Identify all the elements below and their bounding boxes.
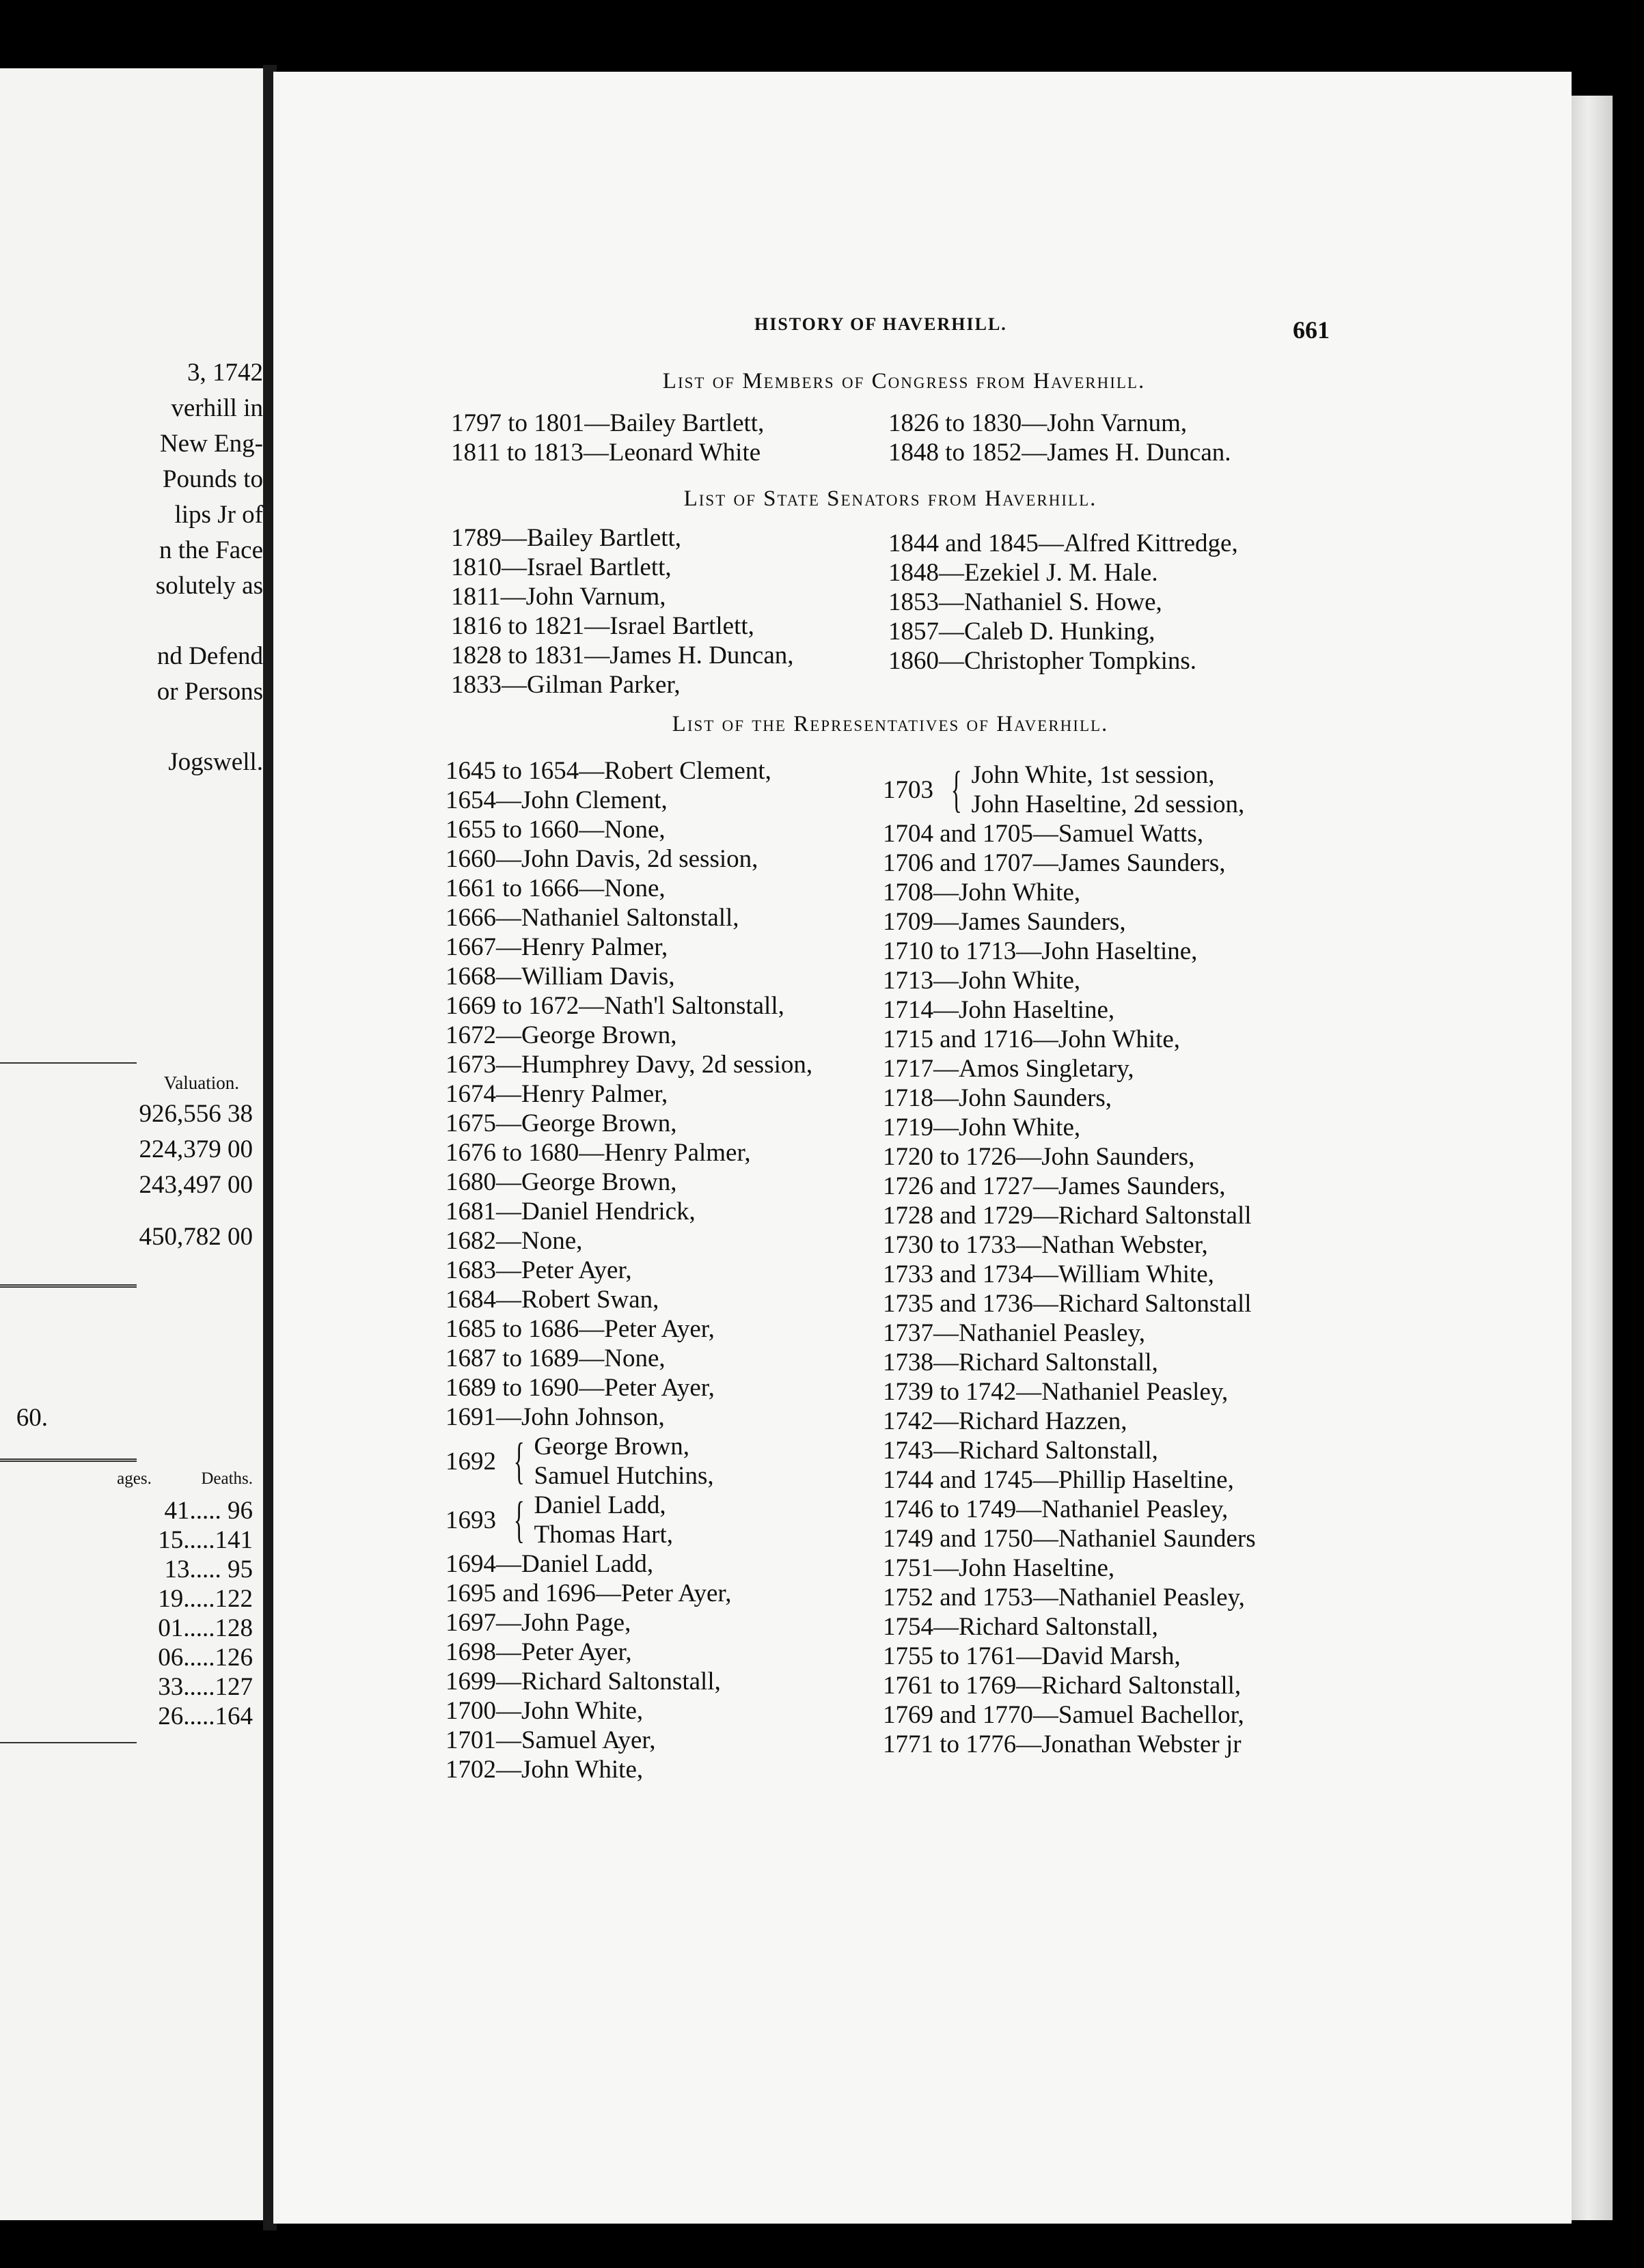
valuation-value: 926,556 38	[139, 1100, 253, 1128]
list-item: 1853—Nathaniel S. Howe,	[888, 588, 1162, 616]
left-text-line: verhill in	[171, 394, 263, 422]
list-item: 1816 to 1821—Israel Bartlett,	[451, 612, 754, 640]
list-item: 1810—Israel Bartlett,	[451, 553, 672, 581]
list-item: 1710 to 1713—John Haseltine,	[883, 937, 1198, 965]
valuation-list	[139, 1096, 254, 1203]
divider	[0, 1284, 137, 1288]
list-item: 1730 to 1733—Nathan Webster,	[883, 1231, 1208, 1259]
left-text-line: Jogswell.	[168, 748, 263, 776]
list-item: 1848—Ezekiel J. M. Hale.	[888, 559, 1158, 587]
list-item: 1811—John Varnum,	[451, 583, 666, 611]
table-row: 33.....127	[158, 1673, 253, 1701]
list-item: 1719—John White,	[883, 1114, 1081, 1142]
list-item: 1699—Richard Saltonstall,	[446, 1668, 721, 1696]
list-item: 1713—John White,	[883, 967, 1081, 995]
list-item: Daniel Ladd,	[534, 1491, 666, 1519]
divider	[0, 1742, 137, 1743]
table-row: 41..... 96	[164, 1497, 253, 1525]
list-item: 1857—Caleb D. Hunking,	[888, 618, 1155, 646]
left-text-line: n the Face	[159, 536, 263, 564]
list-item: Thomas Hart,	[534, 1521, 673, 1549]
left-text-block	[157, 639, 263, 710]
list-item: 1755 to 1761—David Marsh,	[883, 1642, 1181, 1670]
valuation-value: 243,497 00	[139, 1171, 253, 1199]
table-row: 15.....141	[158, 1526, 253, 1554]
table-header	[117, 1465, 253, 1493]
table-row: 06.....126	[158, 1644, 253, 1672]
list-item: 1655 to 1660—None,	[446, 816, 666, 844]
list-item: 1769 and 1770—Samuel Bachellor,	[883, 1701, 1244, 1729]
left-text-line: nd Defend	[156, 642, 263, 670]
left-text-line: lips Jr of	[174, 501, 263, 529]
valuation-value: 224,379 00	[139, 1135, 253, 1163]
list-item: 1682—None,	[446, 1227, 583, 1255]
list-item: 1700—John White,	[446, 1697, 644, 1725]
left-text-line: or Persons	[156, 678, 263, 706]
list-item: 1848 to 1852—James H. Duncan.	[888, 439, 1231, 467]
table-row: 13..... 95	[164, 1555, 253, 1584]
congress-left-column	[451, 409, 764, 467]
congress-heading: List of Members of Congress from Haverhill.	[662, 369, 1146, 393]
list-item: 1689 to 1690—Peter Ayer,	[446, 1374, 715, 1402]
list-item: 1833—Gilman Parker,	[451, 671, 681, 699]
list-item: 1681—Daniel Hendrick,	[446, 1198, 696, 1226]
divider	[0, 1458, 137, 1462]
list-item: 1826 to 1830—John Varnum,	[888, 409, 1188, 437]
list-item: 1749 and 1750—Nathaniel Saunders	[883, 1525, 1256, 1553]
col-header-ages: ages.	[117, 1469, 152, 1488]
list-item: 1673—Humphrey Davy, 2d session,	[446, 1051, 813, 1079]
page-number: 661	[1293, 316, 1330, 344]
list-item: 1709—James Saunders,	[883, 908, 1126, 936]
list-item: 1728 and 1729—Richard Saltonstall	[883, 1202, 1252, 1230]
senators-left-column	[451, 523, 794, 700]
table-row: 01.....128	[158, 1614, 253, 1642]
list-item: 1720 to 1726—John Saunders,	[883, 1143, 1195, 1171]
list-item: 1685 to 1686—Peter Ayer,	[446, 1315, 715, 1343]
list-item: 1674—Henry Palmer,	[446, 1080, 668, 1108]
list-item: 1684—Robert Swan,	[446, 1286, 659, 1314]
list-item: 1744 and 1745—Phillip Haseltine,	[883, 1466, 1234, 1494]
entry-1692: 1692 { George Brown, Samuel Hutchins,	[446, 1433, 714, 1490]
list-item: 1752 and 1753—Nathaniel Peasley,	[883, 1584, 1245, 1612]
divider	[0, 1062, 137, 1064]
list-item: 1860—Christopher Tompkins.	[888, 647, 1197, 675]
list-item: 1797 to 1801—Bailey Bartlett,	[451, 409, 765, 437]
list-item: 1691—John Johnson,	[446, 1403, 665, 1431]
list-item: 1706 and 1707—James Saunders,	[883, 849, 1226, 877]
table-row: 26.....164	[158, 1702, 253, 1730]
list-item: 1743—Richard Saltonstall,	[883, 1437, 1158, 1465]
list-item: 1789—Bailey Bartlett,	[451, 524, 682, 552]
valuation-header: Valuation.	[163, 1073, 239, 1093]
representatives-left-column	[446, 756, 812, 1784]
list-item: 1771 to 1776—Jonathan Webster jr	[883, 1730, 1242, 1758]
list-item: 1645 to 1654—Robert Clement,	[446, 757, 771, 785]
list-item: 1683—Peter Ayer,	[446, 1256, 632, 1284]
list-item: Samuel Hutchins,	[534, 1462, 714, 1490]
list-item: 1672—George Brown,	[446, 1021, 677, 1049]
list-item: 1667—Henry Palmer,	[446, 933, 668, 961]
list-item: 1698—Peter Ayer,	[446, 1638, 632, 1666]
list-item: 1742—Richard Hazzen,	[883, 1407, 1127, 1435]
list-item: 1660—John Davis, 2d session,	[446, 845, 758, 873]
left-text-line: Pounds to	[162, 465, 263, 493]
list-item: 1718—John Saunders,	[883, 1084, 1112, 1112]
list-item: 1733 and 1734—William White,	[883, 1260, 1214, 1288]
list-item: 1717—Amos Singletary,	[883, 1055, 1134, 1083]
list-item: 1666—Nathaniel Saltonstall,	[446, 904, 739, 932]
list-item: 1754—Richard Saltonstall,	[883, 1613, 1158, 1641]
list-item: 1735 and 1736—Richard Saltonstall	[883, 1290, 1252, 1318]
list-item: 1714—John Haseltine,	[883, 996, 1115, 1024]
senators-right-column	[888, 529, 1238, 676]
list-item: 1737—Nathaniel Peasley,	[883, 1319, 1145, 1347]
valuation-total: 450,782 00	[139, 1223, 253, 1251]
left-text-line: 3, 1742	[187, 359, 263, 387]
list-item: John Haseltine, 2d session,	[971, 790, 1245, 818]
left-text-line: solutely as	[155, 572, 263, 600]
list-item: 1676 to 1680—Henry Palmer,	[446, 1139, 751, 1167]
list-item: 1726 and 1727—James Saunders,	[883, 1172, 1226, 1200]
deaths-table	[158, 1496, 253, 1731]
list-item: 1654—John Clement,	[446, 786, 668, 814]
page-edge	[1572, 96, 1613, 2220]
left-year-line: 60.	[16, 1404, 48, 1432]
entry-1703: 1703 { John White, 1st session, John Haseltine, 2d session,	[883, 761, 1245, 818]
list-item: 1701—Samuel Ayer,	[446, 1726, 656, 1754]
list-item: 1661 to 1666—None,	[446, 874, 666, 902]
congress-right-column	[888, 409, 1231, 467]
list-item: 1844 and 1845—Alfred Kittredge,	[888, 529, 1238, 557]
list-item: 1751—John Haseltine,	[883, 1554, 1115, 1582]
list-item: 1746 to 1749—Nathaniel Peasley,	[883, 1495, 1229, 1523]
list-item: 1739 to 1742—Nathaniel Peasley,	[883, 1378, 1229, 1406]
list-item: 1738—Richard Saltonstall,	[883, 1349, 1158, 1377]
list-item: 1687 to 1689—None,	[446, 1344, 666, 1372]
table-row: 19.....122	[158, 1585, 253, 1613]
list-item: 1675—George Brown,	[446, 1109, 677, 1137]
entry-1693: 1693 { Daniel Ladd, Thomas Hart,	[446, 1491, 673, 1549]
list-item: 1697—John Page,	[446, 1609, 631, 1637]
list-item: 1708—John White,	[883, 879, 1081, 907]
list-item: 1761 to 1769—Richard Saltonstall,	[883, 1672, 1242, 1700]
senators-heading: List of State Senators from Haverhill.	[683, 486, 1097, 511]
list-item: 1811 to 1813—Leonard White	[451, 439, 761, 467]
col-header-deaths: Deaths.	[201, 1469, 253, 1488]
list-item: 1715 and 1716—John White,	[883, 1025, 1181, 1053]
list-item: 1680—George Brown,	[446, 1168, 677, 1196]
list-item: 1695 and 1696—Peter Ayer,	[446, 1579, 732, 1607]
left-text-line: New Eng-	[159, 430, 263, 458]
list-item: 1828 to 1831—James H. Duncan,	[451, 641, 794, 669]
list-item: 1702—John White,	[446, 1756, 644, 1784]
representatives-heading: List of the Representatives of Haverhill.	[672, 712, 1109, 736]
list-item: 1668—William Davis,	[446, 963, 675, 991]
representatives-right-column	[883, 760, 1256, 1759]
list-item: 1704 and 1705—Samuel Watts,	[883, 820, 1204, 848]
list-item: George Brown,	[534, 1433, 689, 1461]
list-item: 1669 to 1672—Nath'l Saltonstall,	[446, 992, 784, 1020]
running-head: HISTORY OF HAVERHILL.	[754, 314, 1007, 334]
list-item: John White, 1st session,	[971, 761, 1215, 789]
list-item: 1694—Daniel Ladd,	[446, 1550, 654, 1578]
